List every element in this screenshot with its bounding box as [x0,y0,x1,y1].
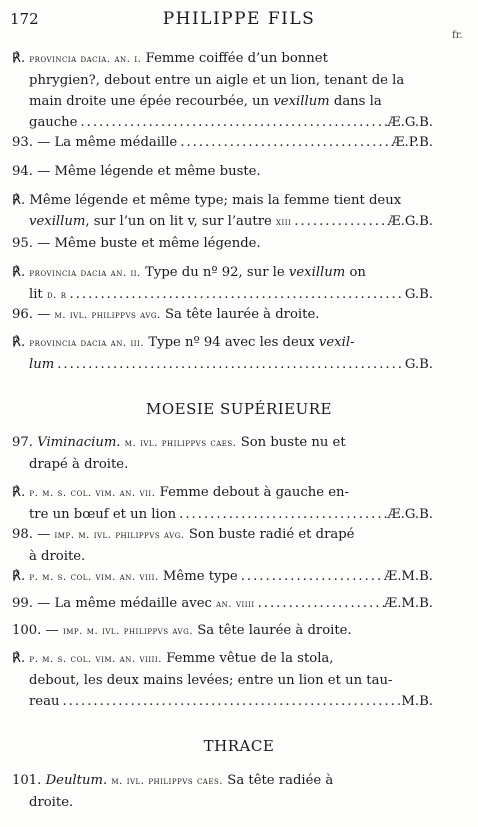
entry-line [12,48,433,70]
entry-line [12,691,433,712]
entry-r5 [12,482,433,525]
entry-99 [12,593,433,615]
entry-93 [12,132,433,153]
entry-line [12,332,433,354]
leader-dots [291,211,387,233]
entry-text: 93. — La même médaille [12,135,178,150]
entry-line [12,792,433,813]
entry-line [12,190,433,211]
entry-line [12,354,433,375]
grade-mark: M.B. [401,694,433,709]
grade-mark: Æ.M.B. [384,569,433,584]
entry-98 [12,524,433,567]
entry-text: debout, les deux mains levées; entre un lion et un tau- [29,673,393,688]
entry-line [12,262,433,284]
entry-text: ℟. provincia dacia an. iii. Type nº 94 avec les deux vexil- [12,335,355,350]
entry-line [12,648,433,670]
entry-line [12,132,433,153]
entry-101 [12,770,433,813]
grade-mark: Æ.G.B. [387,214,433,229]
entry-text: 94. — Même légende et même buste. [12,164,261,179]
entry-line [12,524,433,546]
running-title: PHILIPPE FILS [162,9,316,29]
entry-line [12,593,433,615]
entry-text: reau [29,694,60,709]
entry-line [12,504,433,525]
entry-text: 95. — Même buste et même légende. [12,236,261,251]
leader-dots [238,566,384,588]
entry-r4 [12,332,433,375]
entry-text: ℟. p. m. s. col. vim. an. vii. Femme debout à gauche en- [12,485,349,500]
entry-text: ℟. Même légende et même type; mais la femme tient deux [12,193,402,208]
entry-text: 97. Viminacium. m. ivl. philippvs caes. Son buste nu et [12,435,346,450]
leader-dots [177,132,391,153]
entry-line [12,432,433,454]
entry-line [12,304,433,326]
entry-line [12,566,433,588]
leader-dots [77,112,387,133]
section-heading-moesie: MOESIE SUPÉRIEURE [145,400,333,418]
entry-text: lit d. r [29,287,67,302]
entry-text: ℟. p. m. s. col. vim. an. viii. Même type [12,569,238,584]
entry-text: ℟. provincia dacia. an. i. Femme coiffée d’un bonnet [12,51,328,66]
entry-r2 [12,190,433,233]
entry-100 [12,620,433,642]
leader-dots [54,354,405,375]
section-heading-thrace: THRACE [203,737,275,755]
entry-line [12,112,433,133]
entry-line [12,233,433,254]
entry-95 [12,233,433,254]
entry-text: ℟. p. m. s. col. vim. an. viiii. Femme vêtue de la stola, [12,651,334,666]
entry-text: 99. — La même médaille avec an. viiii [12,596,255,611]
entry-text: ℟. provincia dacia an. ii. Type du nº 92, sur le vexillum on [12,265,366,280]
entry-text: drapé à droite. [29,457,129,472]
grade-mark: Æ.G.B. [387,115,433,130]
entry-text: 96. — m. ivl. philippvs avg. Sa tête laurée à droite. [12,307,320,322]
entry-line [12,211,433,233]
leader-dots [255,593,384,615]
entry-r1 [12,48,433,133]
entry-line [12,161,433,182]
entry-line [12,620,433,642]
grade-mark: Æ.G.B. [387,507,433,522]
page-number: 172 [10,10,39,28]
entry-96 [12,304,433,326]
entry-text: phrygien?, debout entre un aigle et un lion, tenant de la [29,73,405,88]
entry-line [12,91,433,112]
entry-text: tre un bœuf et un lion [29,507,177,522]
entry-line [12,770,433,792]
entry-line [12,670,433,691]
entry-line [12,284,433,306]
entry-text: main droite une épée recourbée, un vexillum dans la [29,94,382,109]
leader-dots [59,691,401,712]
entry-text: gauche [29,115,78,130]
entry-text: vexillum, sur l’un on lit v, sur l’autre xiii [29,214,292,229]
entry-line [12,454,433,475]
grade-mark: G.B. [404,287,433,302]
entry-text: 98. — imp. m. ivl. philippvs avg. Son buste radié et drapé [12,527,355,542]
entry-text: 101. Deultum. m. ivl. philippvs caes. Sa tête radiée à [12,773,334,788]
entry-text: lum [29,357,55,372]
leader-dots [67,284,405,306]
grade-mark: G.B. [404,357,433,372]
entry-line [12,482,433,504]
entry-r3 [12,262,433,306]
entry-line [12,70,433,91]
margin-mark: fr. [452,30,463,41]
entry-text: droite. [29,795,74,810]
leader-dots [176,504,387,525]
entry-94 [12,161,433,182]
grade-mark: Æ.P.B. [391,135,433,150]
entry-r6 [12,566,433,588]
entry-r7 [12,648,433,712]
entry-97 [12,432,433,475]
entry-text: 100. — imp. m. ivl. philippvs avg. Sa tête laurée à droite. [12,623,352,638]
entry-text: à droite. [29,549,86,564]
grade-mark: Æ.M.B. [384,596,433,611]
entry-line [12,546,433,567]
